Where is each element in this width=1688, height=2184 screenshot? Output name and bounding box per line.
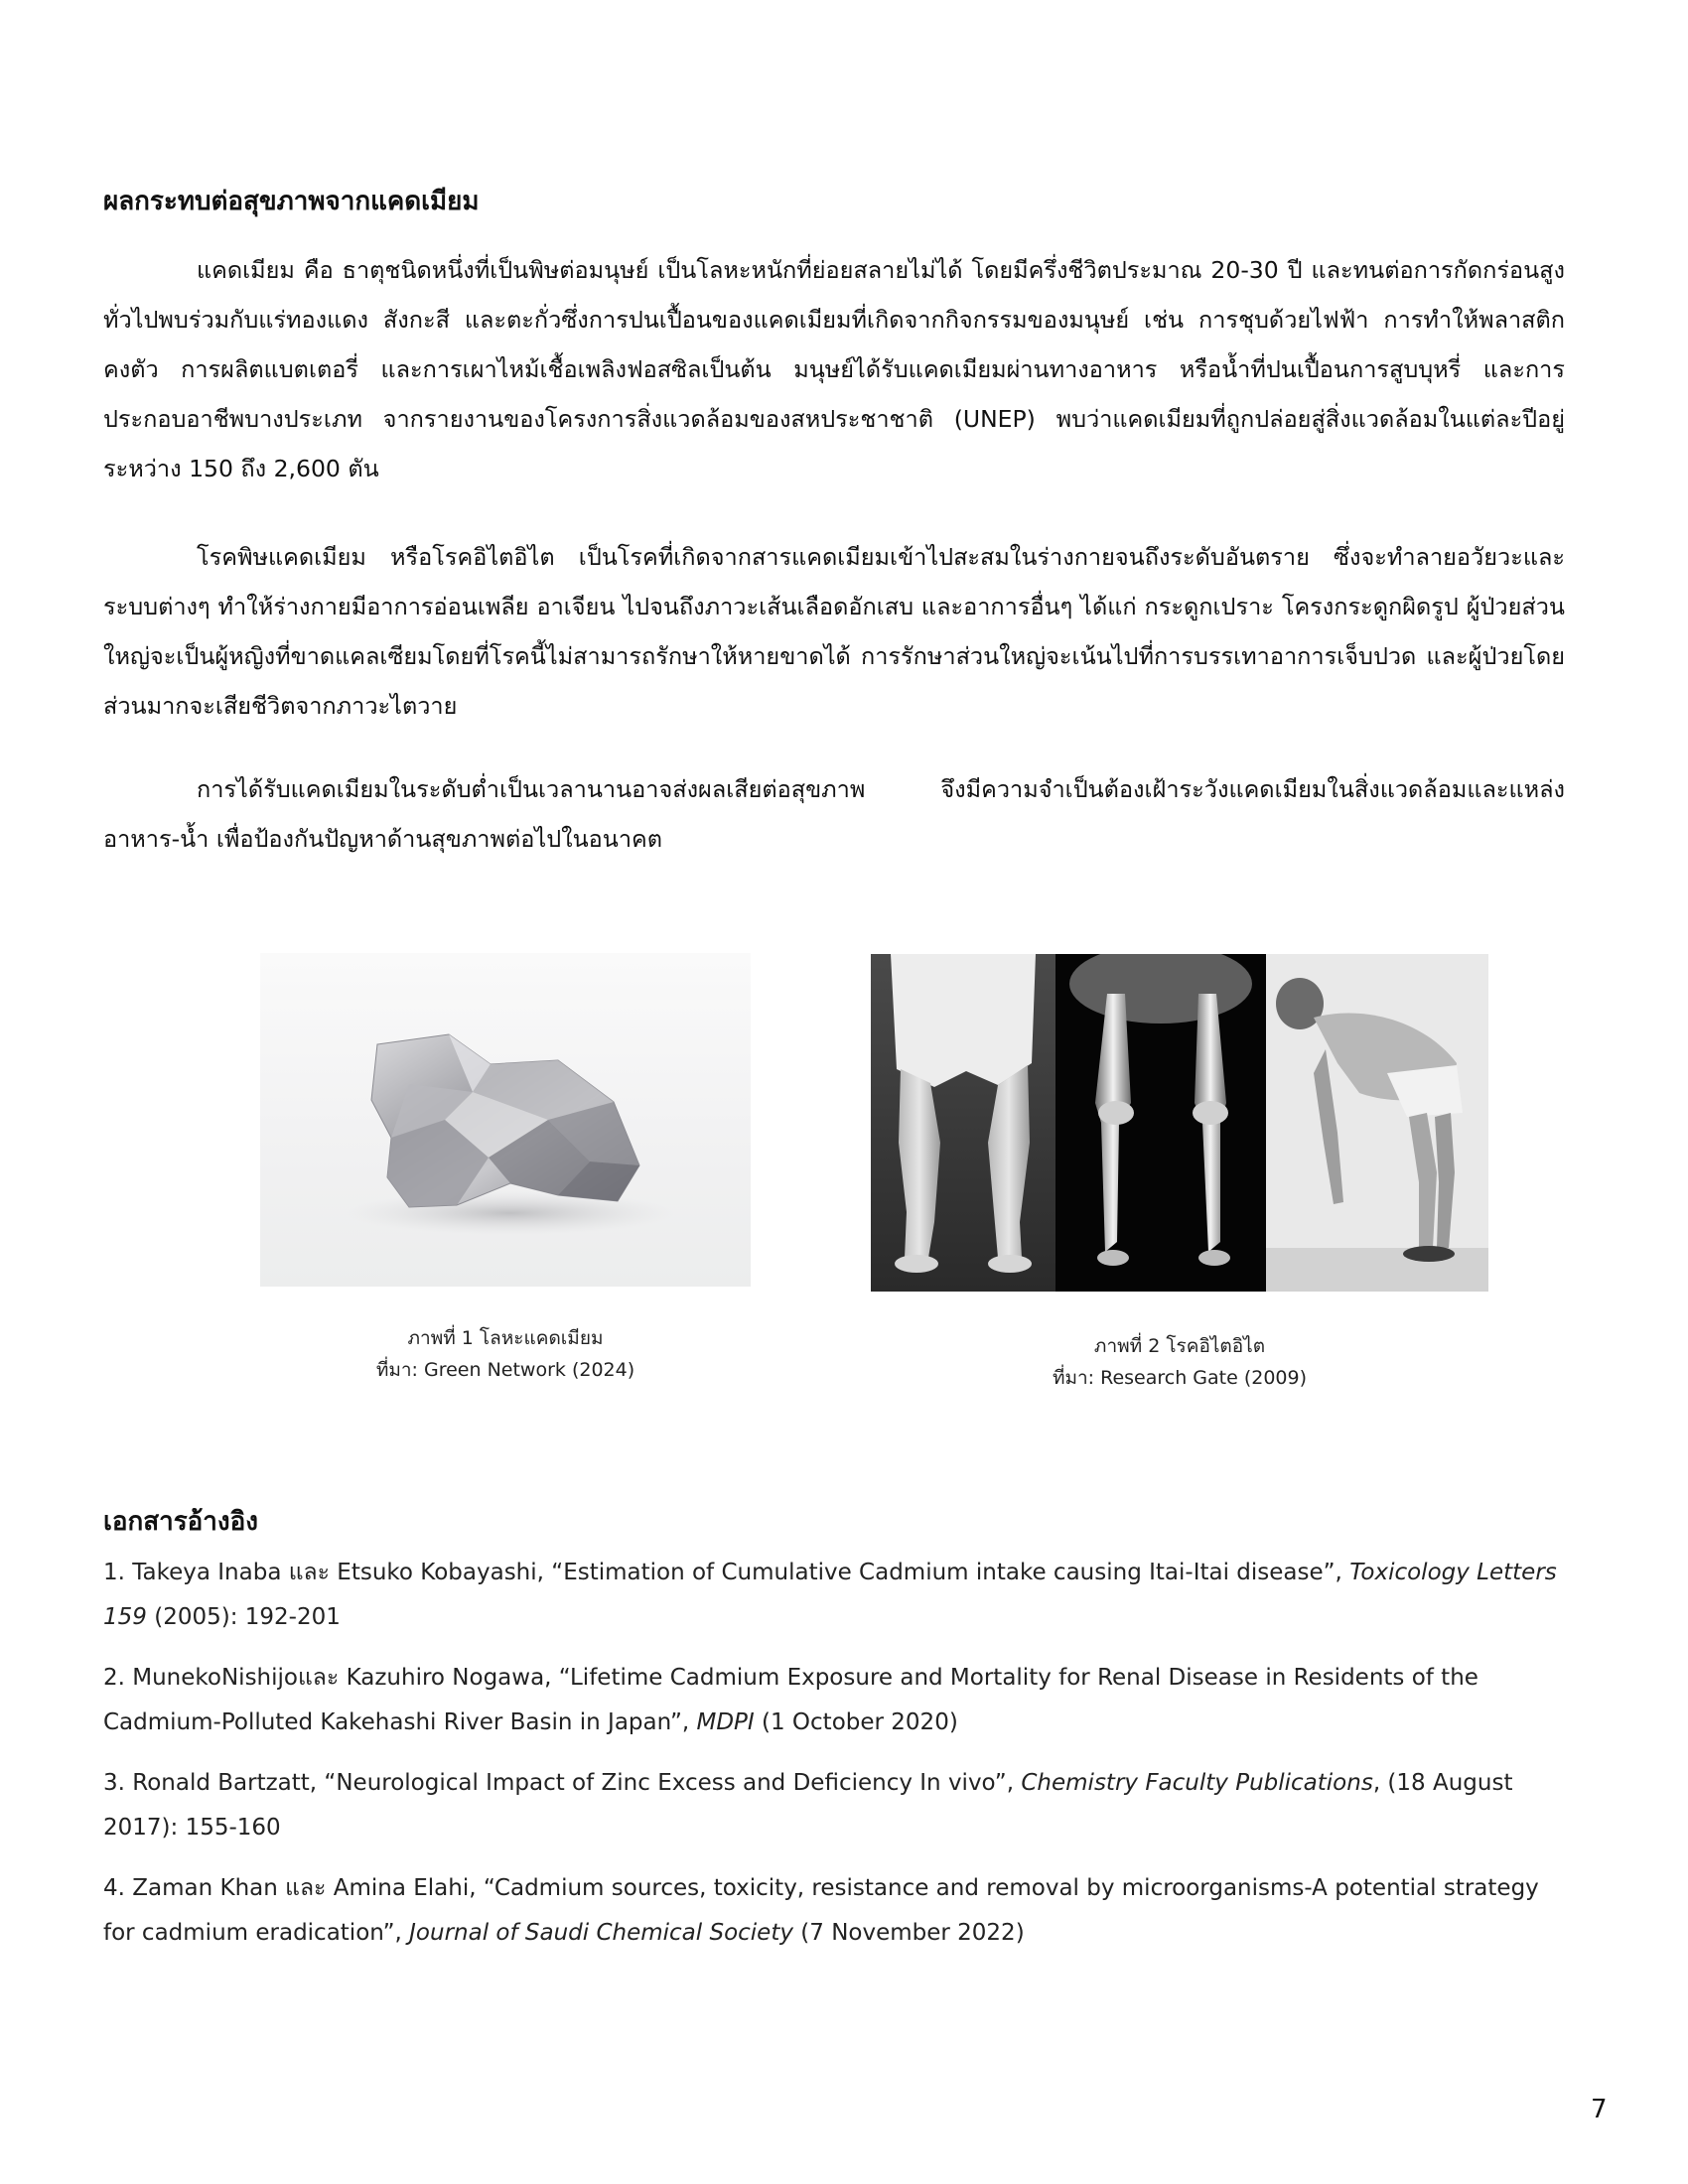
- figure-2-title: ภาพที่ 2 โรคอิไตอิไต: [1093, 1335, 1266, 1357]
- figure-itai-itai-disease: [871, 954, 1488, 1292]
- reference-text: 4. Zaman Khan และ Amina Elahi, “Cadmium sources, toxicity, resistance and removal by microorganisms-A potential strategy for cadmium eradication”,: [103, 1875, 1539, 1946]
- figure-1-title: ภาพที่ 1 โลหะแคดเมียม: [407, 1327, 604, 1349]
- reference-text: 3. Ronald Bartzatt, “Neurological Impact of Zinc Excess and Deficiency In vivo”,: [103, 1770, 1022, 1796]
- figure-1-caption: [260, 1322, 751, 1386]
- paragraph-cadmium-overview: [103, 245, 1565, 493]
- reference-detail: (1 October 2020): [754, 1709, 958, 1735]
- reference-text: 1. Takeya Inaba และ Etsuko Kobayashi, “Estimation of Cumulative Cadmium intake causing Itai-Itai disease”,: [103, 1560, 1350, 1585]
- paragraph-itai-itai-disease: [103, 532, 1565, 731]
- reference-detail: (7 November 2022): [792, 1920, 1025, 1946]
- cadmium-lump-illustration: [260, 953, 751, 1287]
- reference-item: [103, 1761, 1565, 1850]
- figure-2-source: ที่มา: Research Gate (2009): [1052, 1367, 1308, 1389]
- itai-itai-patient-illustration: [871, 954, 1488, 1292]
- paragraph-text: การได้รับแคดเมียมในระดับต่ำเป็นเวลานานอาจส่งผลเสียต่อสุขภาพ จึงมีความจำเป็นต้องเฝ้าระวังแคดเมียมในสิ่งแวดล้อมและแหล่งอาหาร-น้ำ เพื่อป้องกันปัญหาด้านสุขภาพต่อไปในอนาคต: [103, 775, 1565, 853]
- section-heading: ผลกระทบต่อสุขภาพจากแคดเมียม: [103, 187, 480, 216]
- paragraph-text: โรคพิษแคดเมียม หรือโรคอิไตอิไต เป็นโรคที่เกิดจากสารแคดเมียมเข้าไปสะสมในร่างกายจนถึงระดับอันตราย ซึ่งจะทำลายอวัยวะและระบบต่างๆ ทำให้ร่างกายมีอาการอ่อนเพลีย อาเจียน ไปจนถึงภาวะเส้นเลือดอักเสบ และอาการอื่นๆ ได้แก่ กระดูกเปราะ โครงกระดูกผิดรูป ผู้ป่วยส่วนใหญ่จะเป็นผู้หญิงที่ขาดแคลเซียมโดยที่โรคนี้ไม่สามารถรักษาให้หายขาดได้ การรักษาส่วนใหญ่จะเน้นไปที่การบรรเทาอาการเจ็บปวด และผู้ป่วยโดยส่วนมากจะเสียชีวิตจากภาวะไตวาย: [103, 543, 1565, 720]
- reference-journal: Chemistry Faculty Publications: [1021, 1770, 1373, 1796]
- page-number: 7: [1591, 2095, 1608, 2124]
- reference-journal: MDPI: [696, 1709, 755, 1735]
- reference-text: 2. MunekoNishijoและ Kazuhiro Nogawa, “Lifetime Cadmium Exposure and Mortality for Renal Disease in Residents of the Cadmium-Polluted Kakehashi River Basin in Japan”,: [103, 1665, 1478, 1735]
- figure-1-source: ที่มา: Green Network (2024): [375, 1359, 635, 1381]
- reference-journal: Toxicology Letters 159: [103, 1560, 1557, 1630]
- reference-item: [103, 1551, 1565, 1640]
- reference-detail: , (18 August 2017): 155-160: [103, 1770, 1513, 1841]
- reference-detail: (2005): 192-201: [146, 1604, 341, 1630]
- paragraph-text: แคดเมียม คือ ธาตุชนิดหนึ่งที่เป็นพิษต่อมนุษย์ เป็นโลหะหนักที่ย่อยสลายไม่ได้ โดยมีครึ่งชีวิตประมาณ 20-30 ปี และทนต่อการกัดกร่อนสูงทั่วไปพบร่วมกับแร่ทองแดง สังกะสี และตะกั่วซึ่งการปนเปื้อนของแคดเมียมที่เกิดจากกิจกรรมของมนุษย์ เช่น การชุบด้วยไฟฟ้า การทำให้พลาสติกคงตัว การผลิตแบตเตอรี่ และการเผาไหม้เชื้อเพลิงฟอสซิลเป็นต้น มนุษย์ได้รับแคดเมียมผ่านทางอาหาร หรือน้ำที่ปนเปื้อนการสูบบุหรี่ และการประกอบอาชีพบางประเภท จากรายงานของโครงการสิ่งแวดล้อมของสหประชาชาติ (UNEP) พบว่าแคดเมียมที่ถูกปล่อยสู่สิ่งแวดล้อมในแต่ละปีอยู่ระหว่าง 150 ถึง 2,600 ตัน: [103, 256, 1565, 482]
- reference-item: [103, 1866, 1565, 1956]
- references-heading: เอกสารอ้างอิง: [103, 1507, 258, 1537]
- figure-2-caption: [871, 1330, 1488, 1394]
- reference-journal: Journal of Saudi Chemical Society: [409, 1920, 793, 1946]
- figure-cadmium-metal: [260, 953, 751, 1287]
- reference-item: [103, 1656, 1565, 1745]
- paragraph-surveillance: [103, 764, 1565, 864]
